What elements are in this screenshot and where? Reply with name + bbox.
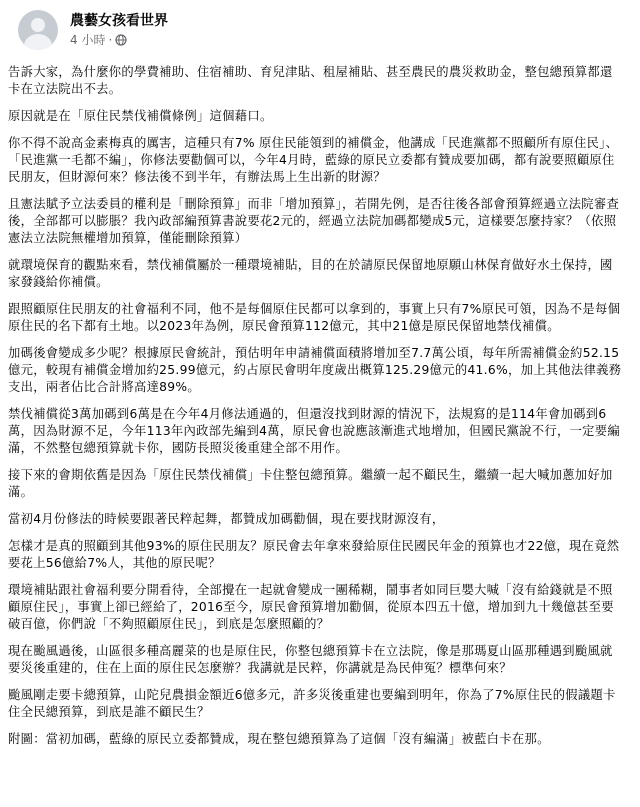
post-header (18, 10, 622, 50)
author-name[interactable]: 農藝女孩看世界 (70, 13, 168, 29)
post-meta (70, 32, 127, 50)
post-paragraph: 就環境保育的觀點來看，禁伐補償屬於一種環境補貼，目的在於請原民保留地原願山林保育做好水土保持，國家發錢給你補償。 (8, 258, 613, 289)
meta-separator: · (108, 33, 113, 47)
post-paragraph: 加碼後會變成多少呢？根據原民會統計，預估明年申請補償面積將增加至7.7萬公頃，每年所需補償金約52.15億元，較現有補償金增加約25.99億元，約占原民會明年度歲出概算125.29億元的41.6%，加上其他法律義務支出，兩者佔比合計將高達89%。 (8, 346, 622, 394)
post-paragraph: 跟照顧原住民朋友的社會福利不同，他不是每個原住民都可以拿到的，事實上只有7%原民可領，因為不是每個原住民的名下都有土地。以2023年為例，原民會預算112億元，其中21億是原民保留地禁伐補償。 (8, 302, 621, 333)
avatar-body-shape (24, 34, 52, 50)
post-body (8, 64, 624, 758)
post-paragraph: 環境補貼跟社會福利要分開看待，全部攪在一起就會變成一團稀糊，鬧事者如同巨嬰大喊「沒有給錢就是不照顧原住民」，事實上卻已經給了，2016至今，原民會預算增加勸個，從原本四五十億，增加到九十幾億甚至要破百億，你們說「不夠照顧原住民」，到底是怎麼照顧的？ (8, 583, 614, 631)
post-paragraph: 原因就是在「原住民禁伐補償條例」這個藉口。 (8, 109, 273, 123)
post-paragraph: 接下來的會期依舊是因為「原住民禁伐補償」卡住整包總預算。繼續一起不顧民生，繼續一起大喊加蔥加好加滿。 (8, 468, 613, 499)
post-paragraph: 附圖：當初加碼，藍綠的原民立委都贊成，現在整包總預算為了這個「沒有編滿」被藍白卡在那。 (8, 732, 550, 746)
post-paragraph: 且憲法賦予立法委員的權利是「刪除預算」而非「增加預算」，若開先例，是否往後各部會預算經過立法院審查後，全部都可以膨脹？我內政部編預算書說要花2元的，經過立法院加碼都變成5元，這樣要怎麼持家？（依照憲法立法院無權增加預算，僅能刪除預算） (8, 197, 620, 245)
post-paragraph: 當初4月份修法的時候要跟著民粹起舞，都贊成加碼勸個，現在要找財源沒有， (8, 512, 445, 526)
post-paragraph: 現在颱風過後，山區很多種高麗菜的也是原住民，你整包總預算卡在立法院，像是那瑪夏山區那種遇到颱風就要災後重建的，住在上面的原住民怎麼辦？我講就是民粹，你講就是為民伸冤？標準何來？ (8, 644, 613, 675)
avatar[interactable] (18, 10, 58, 50)
post-timestamp[interactable]: 4 小時 (70, 33, 106, 47)
post-paragraph: 你不得不說高金素梅真的厲害，這種只有7% 原住民能領到的補償金，他講成「民進黨都不照顧所有原住民」、「民進黨一毛都不編」，你修法要勸個可以，今年4月時，藍綠的原民立委都有贊成要加碼，都有說要照顧原住民朋友，但財源何來？修法後不到半年，有辦法馬上生出新的財源？ (8, 136, 619, 184)
post-paragraph: 怎樣才是真的照顧到其他93%的原住民朋友？原民會去年拿來發給原住民國民年金的預算也才22億，現在竟然要花上56億給7%人，其他的原民呢？ (8, 539, 620, 570)
post-paragraph: 禁伐補償從3萬加碼到6萬是在今年4月修法通過的，但還沒找到財源的情況下，法規寫的是114年會加碼到6萬，因為財源不足，今年113年內政部先編到4萬，原民會也說應該漸進式地增加，但國民黨說不行，一定要編滿，不然整包總預算就卡你，國防長照災後重建全部不用作。 (8, 407, 620, 455)
post-paragraph: 颱風剛走要卡總預算，山陀兒農損金額近6億多元，許多災後重建也要編到明年，你為了7%原住民的假議題卡住全民總預算，到底是誰不顧民生？ (8, 688, 616, 719)
avatar-head-shape (31, 18, 45, 32)
post-paragraph: 告訴大家，為什麼你的學費補助、住宿補助、育兒津貼、租屋補貼、甚至農民的農災救助金，整包總預算都還卡在立法院出不去。 (8, 65, 613, 96)
globe-icon[interactable] (115, 34, 127, 50)
